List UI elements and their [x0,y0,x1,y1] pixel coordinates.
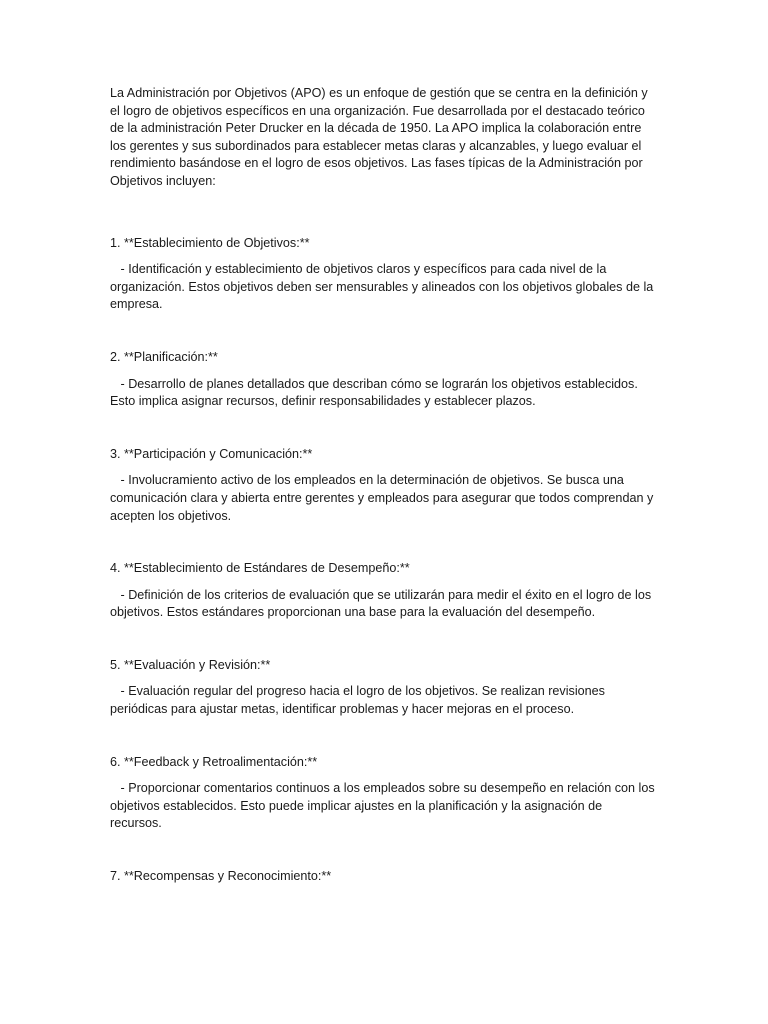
phase-item-2 [110,349,655,411]
phase-description: - Desarrollo de planes detallados que describan cómo se lograrán los objetivos establecidos. Esto implica asignar recursos, definir responsabilidades y establecer plazos. [110,376,642,409]
phase-description: - Proporcionar comentarios continuos a los empleados sobre su desempeño en relación con los objetivos establecidos. Esto puede implicar ajustes en la planificación y la asignación de recursos. [110,781,659,831]
phase-item-7 [110,868,655,886]
phase-item-5 [110,657,655,719]
spacer [110,411,655,446]
phase-title: 1. **Establecimiento de Objetivos:** [110,235,310,250]
document-body [110,85,659,886]
phase-title: 5. **Evaluación y Revisión:** [110,657,271,672]
phase-title: 2. **Planificación:** [110,349,218,364]
spacer [110,719,655,754]
phase-description: - Identificación y establecimiento de objetivos claros y específicos para cada nivel de la organización. Estos objetivos deben ser mensurables y alineados con los objetivos globales de la empresa. [110,262,657,312]
phase-title: 3. **Participación y Comunicación:** [110,446,313,461]
spacer [110,314,655,349]
phase-description: - Involucramiento activo de los empleados en la determinación de objetivos. Se busca una comunicación clara y abierta entre gerentes y empleados para asegurar que todos comprendan y acepten los objetivos. [110,473,657,523]
spacer [110,525,655,560]
spacer [110,191,655,235]
phase-title: 4. **Establecimiento de Estándares de Desempeño:** [110,561,410,576]
phase-item-3 [110,446,655,525]
spacer [110,622,655,657]
phase-item-1 [110,235,655,314]
spacer [110,833,655,868]
phase-title: 6. **Feedback y Retroalimentación:** [110,754,318,769]
phase-description: - Definición de los criterios de evaluación que se utilizarán para medir el éxito en el logro de los objetivos. Estos estándares proporcionan una base para la evaluación del desempeño. [110,587,655,620]
phase-title: 7. **Recompensas y Reconocimiento:** [110,869,332,884]
intro-paragraph: La Administración por Objetivos (APO) es un enfoque de gestión que se centra en la definición y el logro de objetivos específicos en una organización. Fue desarrollada por el destacado teórico de la administración Peter Drucker en la década de 1950. La APO implica la colaboración entre los gerentes y sus subordinados para establecer metas claras y alcanzables, y luego evaluar el rendimiento basándose en el logro de esos objetivos. Las fases típicas de la Administración por Objetivos incluyen: [110,86,648,188]
phase-item-4 [110,560,655,622]
phase-description: - Evaluación regular del progreso hacia el logro de los objetivos. Se realizan revisiones periódicas para ajustar metas, identificar problemas y hacer mejoras en el proceso. [110,684,609,717]
phase-item-6 [110,754,659,833]
